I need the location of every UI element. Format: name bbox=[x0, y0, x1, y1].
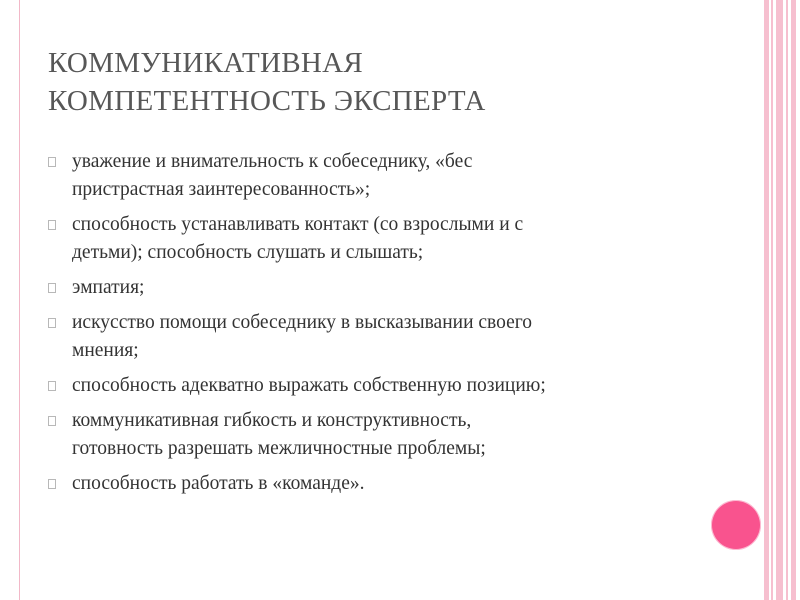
list-item bbox=[48, 407, 728, 463]
list-item bbox=[48, 309, 728, 365]
list-item bbox=[48, 274, 728, 302]
right-decorative-stripe bbox=[776, 0, 783, 600]
left-border-line bbox=[19, 0, 20, 600]
list-item-line: эмпатия; bbox=[72, 277, 145, 298]
right-decorative-stripe bbox=[771, 0, 773, 600]
square-bullet-icon bbox=[48, 381, 56, 391]
square-bullet-icon bbox=[48, 479, 56, 489]
list-item-line: способность адекватно выражать собственную позицию; bbox=[72, 375, 546, 396]
square-bullet-icon bbox=[48, 416, 56, 426]
square-bullet-icon bbox=[48, 157, 56, 167]
right-decorative-stripe bbox=[791, 0, 796, 600]
slide-title-line-1: КОММУНИКАТИВНАЯ bbox=[48, 47, 364, 79]
bullet-list bbox=[48, 148, 728, 505]
square-bullet-icon bbox=[48, 220, 56, 230]
list-item-line: готовность разрешать межличностные проблемы; bbox=[72, 438, 486, 459]
list-item-line: уважение и внимательность к собеседнику, «бес bbox=[72, 151, 473, 172]
list-item-line: детьми); способность слушать и слышать; bbox=[72, 242, 424, 263]
list-item bbox=[48, 211, 728, 267]
list-item-line: способность работать в «команде». bbox=[72, 473, 365, 494]
square-bullet-icon bbox=[48, 318, 56, 328]
list-item-line: коммуникативная гибкость и конструктивность, bbox=[72, 410, 472, 431]
list-item-line: мнения; bbox=[72, 340, 139, 361]
list-item bbox=[48, 148, 728, 204]
list-item bbox=[48, 470, 728, 498]
list-item-line: искусство помощи собеседнику в высказывании своего bbox=[72, 312, 533, 333]
slide-title-line-2: КОМПЕТЕНТНОСТЬ ЭКСПЕРТА bbox=[48, 85, 486, 117]
pink-circle-decoration bbox=[711, 500, 761, 550]
right-decorative-stripe bbox=[786, 0, 788, 600]
right-decorative-stripe bbox=[764, 0, 769, 600]
list-item-line: пристрастная заинтересованность»; bbox=[72, 179, 371, 200]
list-item-line: способность устанавливать контакт (со взрослыми и с bbox=[72, 214, 524, 235]
slide-title bbox=[48, 44, 748, 120]
square-bullet-icon bbox=[48, 283, 56, 293]
list-item bbox=[48, 372, 728, 400]
